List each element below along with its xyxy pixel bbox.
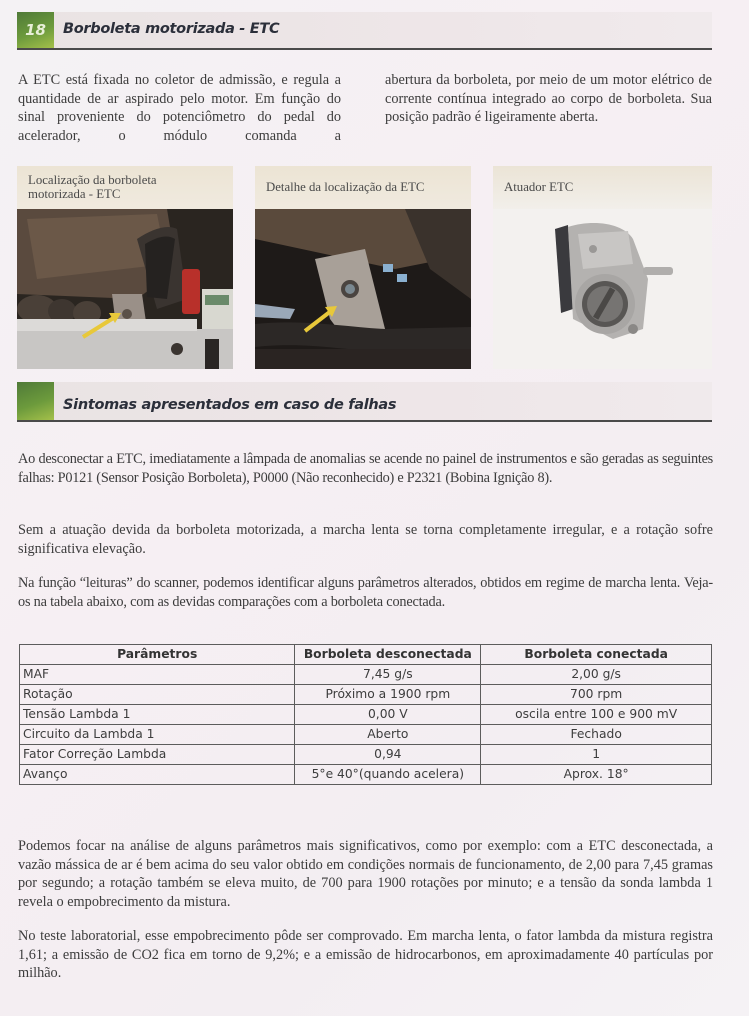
table-cell-parameter: Fator Correção Lambda (20, 745, 295, 765)
photo-caption (493, 166, 712, 209)
table-cell-connected: 1 (481, 745, 712, 765)
engine-detail-image (255, 209, 471, 369)
page-title: Borboleta motorizada - ETC (63, 21, 280, 37)
table-cell-connected: 700 rpm (481, 685, 712, 705)
photo-card-detail (255, 166, 471, 369)
table-row (20, 705, 712, 725)
photo-caption (255, 166, 471, 209)
caption-line: Detalhe da localização da ETC (266, 180, 425, 194)
section-header-symptoms (17, 382, 712, 422)
body-paragraph: Sem a atuação devida da borboleta motorizada, a marcha lenta se torna completamente irregular, e a rotação sofre significativa elevação. (18, 522, 713, 557)
caption-line: motorizada - ETC (28, 187, 121, 201)
table-cell-parameter: Circuito da Lambda 1 (20, 725, 295, 745)
caption-line: Atuador ETC (504, 180, 574, 194)
table-cell-connected: Fechado (481, 725, 712, 745)
page-number-badge: 18 (17, 12, 54, 48)
section-badge (17, 382, 54, 420)
table-cell-disconnected: 7,45 g/s (295, 665, 481, 685)
photo-card-location (17, 166, 233, 369)
table-cell-parameter: Rotação (20, 685, 295, 705)
photo-card-actuator (493, 166, 712, 369)
table-cell-disconnected: Próximo a 1900 rpm (295, 685, 481, 705)
table-cell-parameter: Avanço (20, 765, 295, 785)
table-row (20, 685, 712, 705)
table-cell-parameter: Tensão Lambda 1 (20, 705, 295, 725)
caption-line: Localização da borboleta (28, 173, 157, 187)
body-paragraph: Na função “leituras” do scanner, podemos identificar alguns parâmetros alterados, obtidos em regime de marcha lenta. Veja-os na tabela abaixo, com as devidas comparações com a borboleta conectada. (18, 575, 713, 610)
table-row (20, 725, 712, 745)
intro-paragraph-right: abertura da borboleta, por meio de um motor elétrico de corrente contínua integrado ao corpo de borboleta. Sua posição padrão é ligeiramente aberta. (385, 72, 712, 125)
table-header-row (20, 645, 712, 665)
table-row (20, 665, 712, 685)
section-header (17, 12, 712, 50)
column-header: Borboleta desconectada (295, 645, 481, 665)
table-cell-disconnected: Aberto (295, 725, 481, 745)
table-cell-disconnected: 5°e 40°(quando acelera) (295, 765, 481, 785)
parameters-table (19, 644, 712, 785)
engine-bay-image (17, 209, 233, 369)
etc-actuator-image (493, 209, 712, 369)
body-paragraph: Podemos focar na análise de alguns parâmetros mais significativos, como por exemplo: com a ETC desconectada, a vazão mássica de ar é bem acima do seu valor obtido em condições normais de funcionamento, de 2,00 para 7,45 gramas por segundo; a rotação também se eleva muito, de 700 para 1900 rotações por minuto; e a tensão da sonda lambda 1 revela o empobrecimento da mistura. (18, 838, 713, 910)
table-cell-connected: oscila entre 100 e 900 mV (481, 705, 712, 725)
section-title: Sintomas apresentados em caso de falhas (63, 397, 397, 413)
table-row (20, 765, 712, 785)
intro-paragraph-left: A ETC está fixada no coletor de admissão, e regula a quantidade de ar aspirado pelo motor. Em função do sinal proveniente do potenciômetro do pedal do acelerador, o módulo comanda a (18, 72, 341, 144)
engine-bay-photo (17, 209, 233, 369)
table-cell-parameter: MAF (20, 665, 295, 685)
engine-detail-photo (255, 209, 471, 369)
column-header: Borboleta conectada (481, 645, 712, 665)
table-row (20, 745, 712, 765)
body-paragraph: Ao desconectar a ETC, imediatamente a lâmpada de anomalias se acende no painel de instrumentos e são geradas as seguintes falhas: P0121 (Sensor Posição Borboleta), P0000 (Não reconhecido) e P2321 (Bobina Ignição 8). (18, 451, 713, 486)
table-cell-disconnected: 0,00 V (295, 705, 481, 725)
table-cell-disconnected: 0,94 (295, 745, 481, 765)
body-paragraph: No teste laboratorial, esse empobrecimento pôde ser comprovado. Em marcha lenta, o fator lambda da mistura registra 1,61; a emissão de CO2 fica em torno de 9,2%; e a emissão de hidrocarbonos, em aproximadamente 40 partículas por milhão. (18, 928, 713, 981)
photo-caption (17, 166, 233, 209)
actuator-photo (493, 209, 712, 369)
table-cell-connected: 2,00 g/s (481, 665, 712, 685)
column-header: Parâmetros (20, 645, 295, 665)
table-cell-connected: Aprox. 18° (481, 765, 712, 785)
